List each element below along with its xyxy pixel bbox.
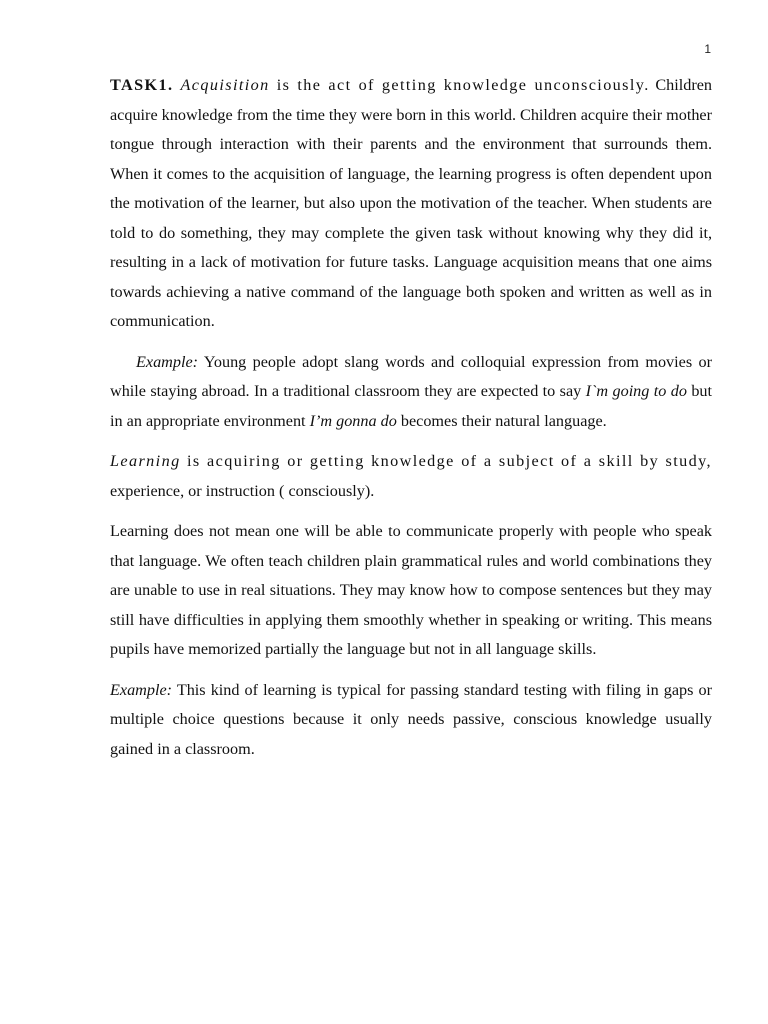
learning-definition-2: experience, or instruction ( consciously). [110,481,375,500]
acquisition-text: Children acquire knowledge from the time they were born in this world. Children acquire their mother tongue through interaction with their parents and the environment that surrounds them. When it comes to the acquisition of language, the learning progress is often dependent upon the motivation of the learner, but also upon the motivation of the teacher. When students are told to do something, they may complete the given task without knowing why they did it, resulting in a lack of motivation for future tasks. Language acquisition means that one aims towards achieving a native command of the language both spoken and written as well as in communication. [110,76,712,330]
example-text-3: becomes their natural language. [396,411,607,430]
example-label: Example: [136,352,199,371]
page-number: 1 [704,42,711,56]
task-label: TASK1. [110,76,174,94]
acquisition-opening [110,76,650,94]
paragraph-learning-example [110,676,712,765]
paragraph-acquisition-example [110,348,712,437]
term-learning: Learning [110,452,181,470]
learning-example-text: This kind of learning is typical for passing standard testing with filing in gaps or multiple choice questions because it only needs passive, conscious knowledge usually gained in a classroom. [110,680,712,758]
acquisition-definition: is the act of getting knowledge unconsciously. [269,76,650,94]
example-label-2: Example: [110,680,173,699]
learning-text: Learning does not mean one will be able to communicate properly with people who speak that language. We often teach children plain grammatical rules and world combinations they are unable to use in real situations. They may know how to compose sentences but they may still have difficulties in applying them smoothly whether in speaking or writing. This means pupils have memorized partially the language but not in all language skills. [110,522,712,658]
example-phrase-1: I`m going to do [585,382,687,400]
example-text-1: Young people adopt slang words and colloquial expression from movies or while staying abroad. In a traditional classroom they are expected to say [110,352,712,400]
document-body [110,71,712,775]
paragraph-learning [110,517,712,665]
example-text-2: but in an appropriate environment [110,382,713,430]
paragraph-learning-definition [110,447,712,506]
learning-definition-1: is acquiring or getting knowledge of a subject of a skill by study, [180,452,712,470]
paragraph-acquisition [110,71,712,337]
term-acquisition: Acquisition [180,76,270,94]
example-phrase-2: I’m gonna do [309,411,397,430]
learning-opening [110,452,712,470]
